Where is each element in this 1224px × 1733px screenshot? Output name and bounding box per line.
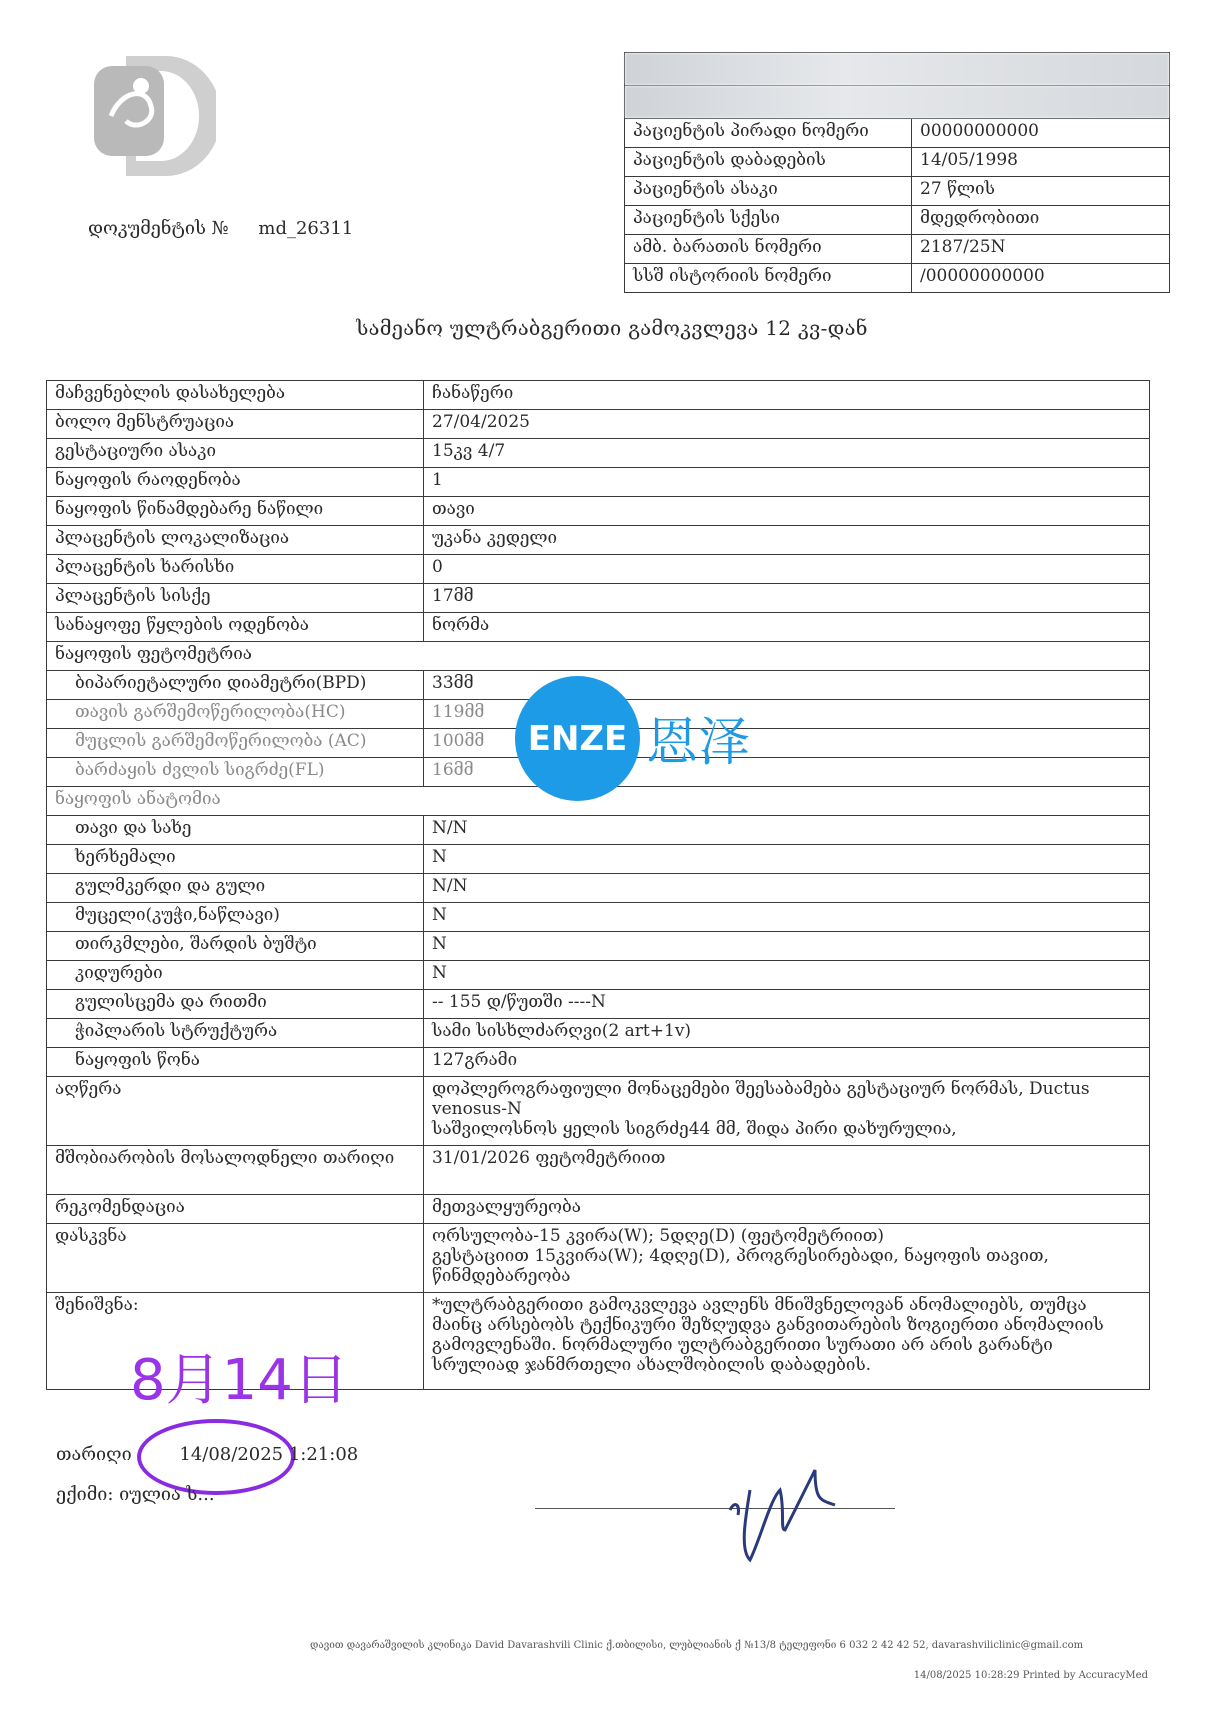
table-row [47, 1048, 1150, 1077]
table-row [47, 1019, 1150, 1048]
table-row [47, 990, 1150, 1019]
cell-label: გულისცემა და რითმი [47, 990, 424, 1019]
cell-label: პლაცენტის ხარისხი [47, 555, 424, 584]
watermark-text: 恩泽 [646, 713, 751, 773]
cell-value: თავი [424, 497, 1150, 526]
table-row [47, 584, 1150, 613]
table-row [47, 1146, 1150, 1195]
cell-value: მდედრობითი [912, 206, 1170, 235]
table-row [47, 903, 1150, 932]
description-cell [424, 1077, 1150, 1146]
cell-label: გულმკერდი და გული [47, 874, 424, 903]
cell-value: 27 წლის [912, 177, 1170, 206]
print-info: 14/08/2025 10:28:29 Printed by AccuracyMed [913, 1670, 1148, 1681]
report-date [56, 1444, 358, 1465]
table-row [47, 613, 1150, 642]
table-row [47, 961, 1150, 990]
cell-label: პაციენტის პირადი ნომერი [625, 119, 912, 148]
cell-value: N [424, 845, 1150, 874]
cell-value: 16მმ [424, 758, 1150, 787]
cell-label: ნაყოფის წონა [47, 1048, 424, 1077]
cell-value: 17მმ [424, 584, 1150, 613]
cell-label: ბარძაყის ძვლის სიგრძე(FL) [47, 758, 424, 787]
cell-value: ნორმა [424, 613, 1150, 642]
description-line: დოპლეროგრაფიული მონაცემები შეესაბამება გესტაციურ ნორმას, Ductus venosus-N [432, 1079, 1090, 1119]
cell-value: უკანა კედელი [424, 526, 1150, 555]
table-row [47, 845, 1150, 874]
cell-label: მაჩვენებლის დასახელება [47, 381, 424, 410]
cell-value: *ულტრაბგერითი გამოკვლევა ავლენს მნიშვნელოვან ანომალიებს, თუმცა მაინც არსებობს ტექნიკური შეზღუდვა განვითარების ზოგიერთი ანომალიის გამოვლენაში. ნორმალური ულტრაბგერითი სურათი არ არის გარანტი სრულიად ჯანმრთელი ახალშობილის დაბადების. [424, 1293, 1150, 1390]
conclusion-line: გესტაციით 15კვირა(W); 4დღე(D), პროგრესირებადი, ნაყოფის თავით, წინმდებარეობა [432, 1246, 1049, 1286]
cell-value: 33მმ [424, 671, 1150, 700]
anatomy-header: ნაყოფის ანატომია [47, 787, 1150, 816]
cell-label: ჭიპლარის სტრუქტურა [47, 1019, 424, 1048]
table-row [625, 206, 1170, 235]
clinic-logo [86, 46, 216, 186]
conclusion-cell [424, 1224, 1150, 1293]
table-row [625, 119, 1170, 148]
table-row [625, 148, 1170, 177]
handwritten-date-annotation: 8月14日 [130, 1348, 349, 1413]
report-title: სამეანო ულტრაბგერითი გამოკვლევა 12 კვ-დან [356, 316, 868, 340]
cell-value: N [424, 961, 1150, 990]
fetometry-header: ნაყოფის ფეტომეტრია [47, 642, 1150, 671]
cell-value: N/N [424, 816, 1150, 845]
cell-label: პაციენტის დაბადების [625, 148, 912, 177]
table-row [47, 1224, 1150, 1293]
table-row [47, 555, 1150, 584]
document-number-label: დოკუმენტის № [88, 218, 229, 239]
redacted-row [625, 86, 1170, 119]
cell-value: N [424, 903, 1150, 932]
table-row [47, 1195, 1150, 1224]
cell-value: 2187/25N [912, 235, 1170, 264]
date-value: 14/08/2025 1:21:08 [179, 1444, 359, 1465]
table-row [47, 468, 1150, 497]
cell-value: 14/05/1998 [912, 148, 1170, 177]
cell-label: გესტაციური ასაკი [47, 439, 424, 468]
cell-label: პაციენტის ასაკი [625, 177, 912, 206]
cell-value: 0 [424, 555, 1150, 584]
cell-value: ჩანაწერი [424, 381, 1150, 410]
cell-value: N [424, 932, 1150, 961]
table-row [47, 874, 1150, 903]
cell-value: მეთვალყურეობა [424, 1195, 1150, 1224]
cell-value: სამი სისხლძარღვი(2 art+1v) [424, 1019, 1150, 1048]
cell-value: 119მმ [424, 700, 1150, 729]
table-row [625, 264, 1170, 293]
doctor-name: ექიმი: იულია ს... [56, 1484, 215, 1505]
basic-rows [47, 381, 1150, 671]
cell-value: 1 [424, 468, 1150, 497]
cell-label: დასკვნა [47, 1224, 424, 1293]
cell-label: პლაცენტის ლოკალიზაცია [47, 526, 424, 555]
cell-value: 15კვ 4/7 [424, 439, 1150, 468]
cell-label: ბიპარიეტალური დიამეტრი(BPD) [47, 671, 424, 700]
section-header [47, 642, 1150, 671]
cell-label: მუცელი(კუჭი,ნაწლავი) [47, 903, 424, 932]
table-row [47, 526, 1150, 555]
conclusion-line: ორსულობა-15 კვირა(W); 5დღე(D) (ფეტომეტრიით) [432, 1226, 885, 1246]
cell-value: 127გრამი [424, 1048, 1150, 1077]
cell-label: კიდურები [47, 961, 424, 990]
cell-label: პლაცენტის სისქე [47, 584, 424, 613]
cell-value: /00000000000 [912, 264, 1170, 293]
table-row [625, 235, 1170, 264]
ultrasound-table [46, 380, 1150, 1390]
cell-label: ამბ. ბარათის ნომერი [625, 235, 912, 264]
cell-value: 31/01/2026 ფეტომეტრიით [424, 1146, 1150, 1195]
table-row [47, 497, 1150, 526]
cell-value: N/N [424, 874, 1150, 903]
cell-value: 00000000000 [912, 119, 1170, 148]
table-row [47, 439, 1150, 468]
cell-label: თავის გარშემოწერილობა(HC) [47, 700, 424, 729]
table-row [47, 381, 1150, 410]
signature [720, 1440, 880, 1570]
cell-value: 27/04/2025 [424, 410, 1150, 439]
clinic-footer: დავით დავარაშვილის კლინიკა David Davarashvili Clinic ქ.თბილისი, ლუბლიანის ქ №13/8 ტელეფონი 6 032 2 42 42 52, davarashviliclinic@gmail.com [310, 1640, 1084, 1651]
table-row [47, 410, 1150, 439]
anatomy-items [47, 816, 1150, 1077]
watermark-logo: ENZE [515, 676, 640, 801]
document-number [88, 218, 377, 239]
table-row [625, 177, 1170, 206]
cell-label: ნაყოფის წინამდებარე ნაწილი [47, 497, 424, 526]
cell-label: ხერხემალი [47, 845, 424, 874]
cell-label: მუცლის გარშემოწერილობა (AC) [47, 729, 424, 758]
cell-label: მშობიარობის მოსალოდნელი თარიღი [47, 1146, 424, 1195]
table-row [47, 816, 1150, 845]
cell-label: სსშ ისტორიის ნომერი [625, 264, 912, 293]
document-number-value: md_26311 [258, 218, 354, 239]
date-label: თარიღი [56, 1444, 132, 1465]
patient-info-table [624, 52, 1170, 293]
cell-label: რეკომენდაცია [47, 1195, 424, 1224]
cell-label: თირკმლები, შარდის ბუშტი [47, 932, 424, 961]
redacted-row [625, 53, 1170, 86]
table-row [47, 932, 1150, 961]
cell-label: პაციენტის სქესი [625, 206, 912, 235]
cell-label: სანაყოფე წყლების ოდენობა [47, 613, 424, 642]
cell-value: -- 155 დ/წუთში ----N [424, 990, 1150, 1019]
cell-label: აღწერა [47, 1077, 424, 1146]
cell-value: 100მმ [424, 729, 1150, 758]
table-row [47, 1077, 1150, 1146]
cell-label: ბოლო მენსტრუაცია [47, 410, 424, 439]
cell-label: თავი და სახე [47, 816, 424, 845]
cell-label: შენიშვნა: [47, 1293, 424, 1390]
description-line: საშვილოსნოს ყელის სიგრძე44 მმ, შიდა პირი დახურულია, [432, 1119, 957, 1139]
cell-label: ნაყოფის რაოდენობა [47, 468, 424, 497]
